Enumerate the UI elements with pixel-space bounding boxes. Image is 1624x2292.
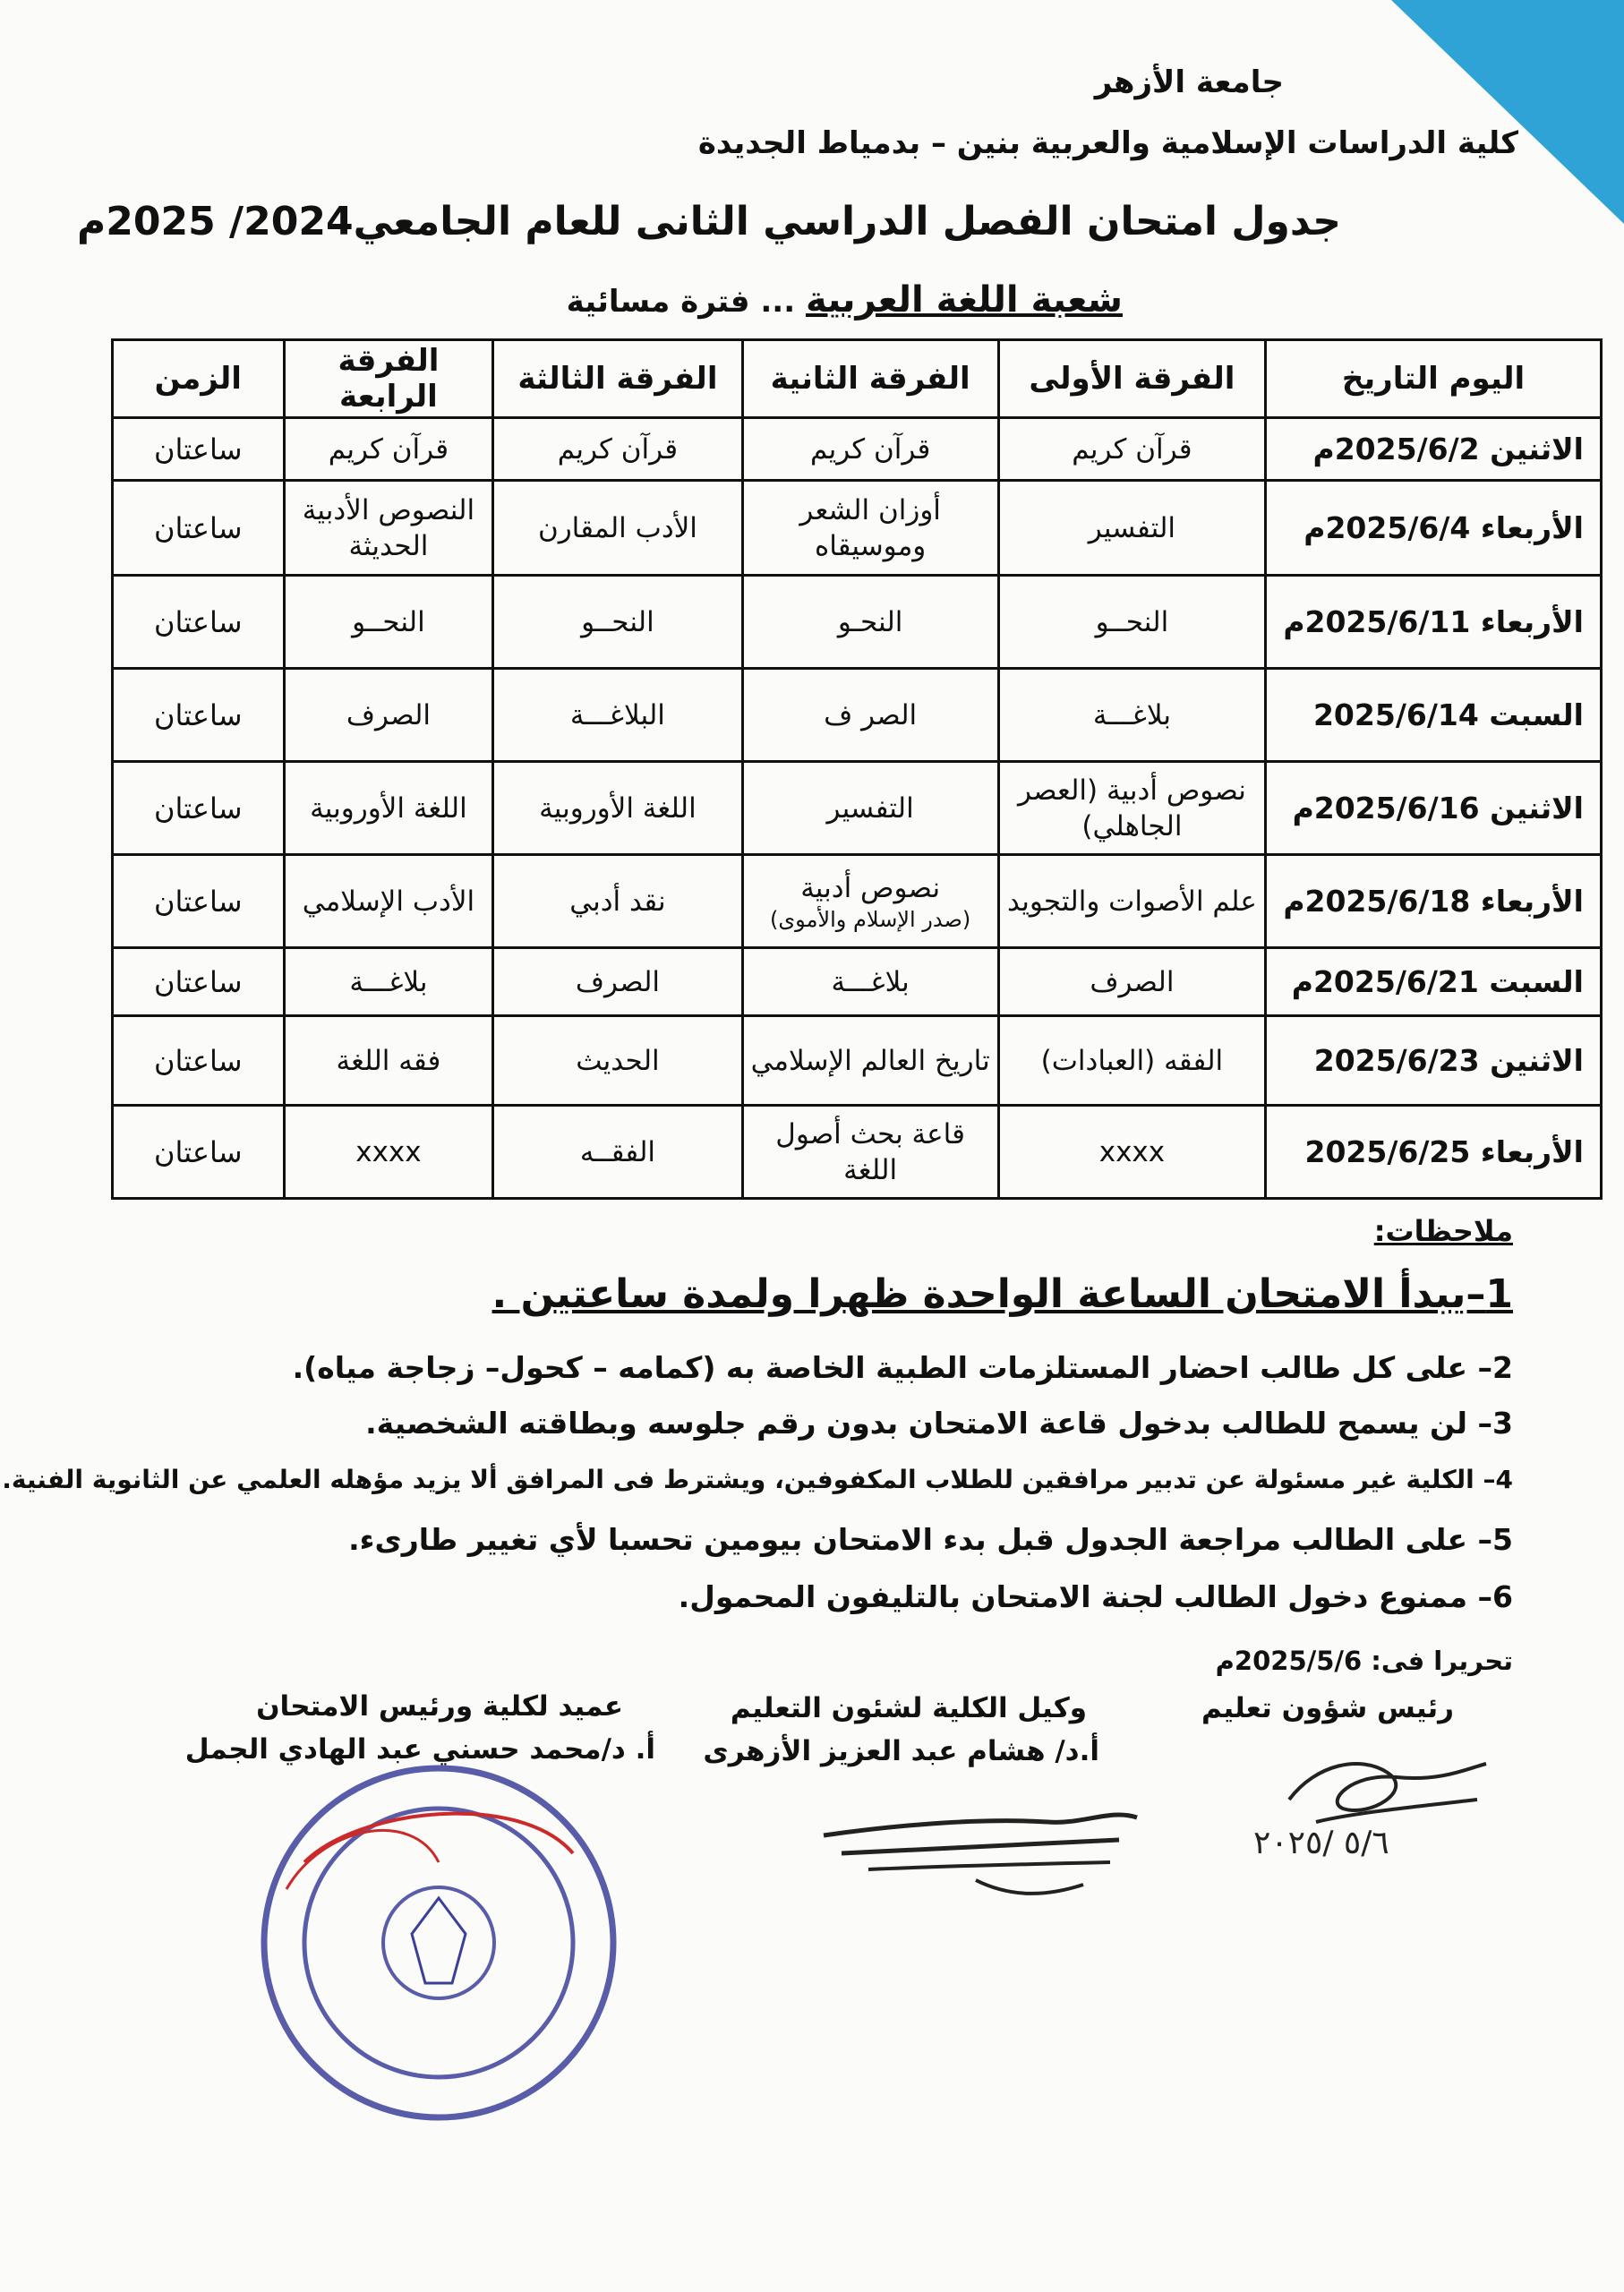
table-row xyxy=(113,948,1602,1016)
table-row xyxy=(113,481,1602,576)
notes-title: ملاحظات: xyxy=(1373,1214,1513,1248)
cell-date: الأربعاء 2025/6/25 xyxy=(1266,1106,1602,1199)
cell-date: السبت 2025/6/14 xyxy=(1266,669,1602,762)
section-name: شعبة اللغة العربية xyxy=(805,279,1123,321)
table-row xyxy=(113,762,1602,855)
header-year1: الفرقة الأولى xyxy=(998,340,1265,418)
cell-duration: ساعتان xyxy=(113,1106,285,1199)
header-year4: الفرقة الرابعة xyxy=(284,340,493,418)
cell-year4: النصوص الأدبية الحديثة xyxy=(284,481,493,576)
cell-duration: ساعتان xyxy=(113,669,285,762)
dean-name: أ. د/محمد حسني عبد الهادي الجمل xyxy=(184,1733,655,1766)
cell-date: الأربعاء 2025/6/18م xyxy=(1266,855,1602,948)
head-signature xyxy=(1235,1737,1504,1862)
cell-year4: النحــو xyxy=(284,576,493,669)
cell-year1: نصوص أدبية (العصر الجاهلي) xyxy=(998,762,1265,855)
note-item: 5– على الطالب مراجعة الجدول قبل بدء الامتحان بيومين تحسبا لأي تغيير طارىء. xyxy=(348,1522,1513,1557)
written-date: تحريرا فى: 2025/5/6م xyxy=(1215,1646,1513,1676)
official-stamp xyxy=(251,1755,627,2131)
document-title: جدول امتحان الفصل الدراسي الثانى للعام الجامعي2024/ 2025م xyxy=(77,199,1341,244)
note-item: 3– لن يسمح للطالب بدخول قاعة الامتحان بدون رقم جلوسه وبطاقته الشخصية. xyxy=(365,1406,1513,1441)
note-item: 6– ممنوع دخول الطالب لجنة الامتحان بالتليفون المحمول. xyxy=(678,1579,1513,1614)
cell-year3: نقد أدبي xyxy=(493,855,742,948)
table-row xyxy=(113,576,1602,669)
cell-year2: تاريخ العالم الإسلامي xyxy=(742,1016,998,1106)
faculty-name: كلية الدراسات الإسلامية والعربية بنين – بدمياط الجديدة xyxy=(697,125,1518,161)
header-year2: الفرقة الثانية xyxy=(742,340,998,418)
cell-year3: قرآن كريم xyxy=(493,418,742,481)
cell-year1: الفقه (العبادات) xyxy=(998,1016,1265,1106)
cell-year4: الصرف xyxy=(284,669,493,762)
cell-year2: التفسير xyxy=(742,762,998,855)
cell-year4: الأدب الإسلامي xyxy=(284,855,493,948)
cell-year1: الصرف xyxy=(998,948,1265,1016)
cell-year4: بلاغـــة xyxy=(284,948,493,1016)
cell-year3: البلاغـــة xyxy=(493,669,742,762)
section-line xyxy=(567,279,1123,321)
cell-date: الأربعاء 2025/6/11م xyxy=(1266,576,1602,669)
table-row xyxy=(113,669,1602,762)
table-header-row xyxy=(113,340,1602,418)
note-item: 1–يبدأ الامتحان الساعة الواحدة ظهرا ولمدة ساعتين . xyxy=(491,1271,1513,1317)
table-row xyxy=(113,855,1602,948)
cell-date: السبت 2025/6/21م xyxy=(1266,948,1602,1016)
cell-year2: أوزان الشعر وموسيقاه xyxy=(742,481,998,576)
table-row xyxy=(113,1016,1602,1106)
cell-date: الأربعاء 2025/6/4م xyxy=(1266,481,1602,576)
exam-schedule-table xyxy=(111,338,1603,1200)
head-of-affairs-title: رئيس شؤون تعليم xyxy=(1201,1692,1454,1724)
cell-year1: علم الأصوات والتجويد xyxy=(998,855,1265,948)
cell-year2: قاعة بحث أصول اللغة xyxy=(742,1106,998,1199)
table-row xyxy=(113,418,1602,481)
cell-year2: النحـو xyxy=(742,576,998,669)
cell-duration: ساعتان xyxy=(113,576,285,669)
header-date: اليوم التاريخ xyxy=(1266,340,1602,418)
cell-year1: xxxx xyxy=(998,1106,1265,1199)
cell-year3: الأدب المقارن xyxy=(493,481,742,576)
cell-duration: ساعتان xyxy=(113,1016,285,1106)
cell-year3: الفقــه xyxy=(493,1106,742,1199)
note-item: 4– الكلية غير مسئولة عن تدبير مرافقين للطلاب المكفوفين، ويشترط فى المرافق ألا يزيد مؤهله العلمي عن الثانوية الفنية. xyxy=(2,1465,1513,1494)
cell-year4: اللغة الأوروبية xyxy=(284,762,493,855)
note-item: 2– على كل طالب احضار المستلزمات الطبية الخاصة به (كمامه – كحول– زجاجة مياه). xyxy=(292,1350,1513,1385)
university-name: جامعة الأزهر xyxy=(1094,64,1284,100)
cell-duration: ساعتان xyxy=(113,481,285,576)
corner-blue-mark xyxy=(1391,0,1624,224)
cell-year1: التفسير xyxy=(998,481,1265,576)
handwritten-date: ٥/٦ /٢٠٢٥ xyxy=(1253,1825,1389,1861)
dean-title: عميد لكلية ورئيس الامتحان xyxy=(256,1690,623,1723)
cell-year3: اللغة الأوروبية xyxy=(493,762,742,855)
cell-date: الاثنين 2025/6/16م xyxy=(1266,762,1602,855)
cell-year4: فقه اللغة xyxy=(284,1016,493,1106)
cell-duration: ساعتان xyxy=(113,855,285,948)
cell-date: الاثنين 2025/6/23 xyxy=(1266,1016,1602,1106)
cell-year1: بلاغـــة xyxy=(998,669,1265,762)
cell-year1: قرآن كريم xyxy=(998,418,1265,481)
vice-dean-signature xyxy=(815,1791,1173,1916)
table-row xyxy=(113,1106,1602,1199)
cell-year2: قرآن كريم xyxy=(742,418,998,481)
cell-date: الاثنين 2025/6/2م xyxy=(1266,418,1602,481)
cell-year2: بلاغـــة xyxy=(742,948,998,1016)
section-period: فترة مسائية xyxy=(566,284,750,320)
cell-year3: النحــو xyxy=(493,576,742,669)
header-duration: الزمن xyxy=(113,340,285,418)
cell-year2-sub: (صدر الإسلام والأموى) xyxy=(770,906,971,932)
vice-dean-title: وكيل الكلية لشئون التعليم xyxy=(730,1692,1087,1724)
cell-year4: xxxx xyxy=(284,1106,493,1199)
cell-duration: ساعتان xyxy=(113,762,285,855)
cell-year2 xyxy=(742,855,998,948)
cell-duration: ساعتان xyxy=(113,418,285,481)
cell-year1: النحــو xyxy=(998,576,1265,669)
cell-year2: الصر ف xyxy=(742,669,998,762)
header-year3: الفرقة الثالثة xyxy=(493,340,742,418)
cell-year3: الحديث xyxy=(493,1016,742,1106)
section-separator: ... xyxy=(760,284,796,320)
cell-year2-main: نصوص أدبية xyxy=(800,871,941,904)
cell-year3: الصرف xyxy=(493,948,742,1016)
vice-dean-name: أ.د/ هشام عبد العزيز الأزهرى xyxy=(703,1735,1099,1767)
cell-duration: ساعتان xyxy=(113,948,285,1016)
cell-year4: قرآن كريم xyxy=(284,418,493,481)
